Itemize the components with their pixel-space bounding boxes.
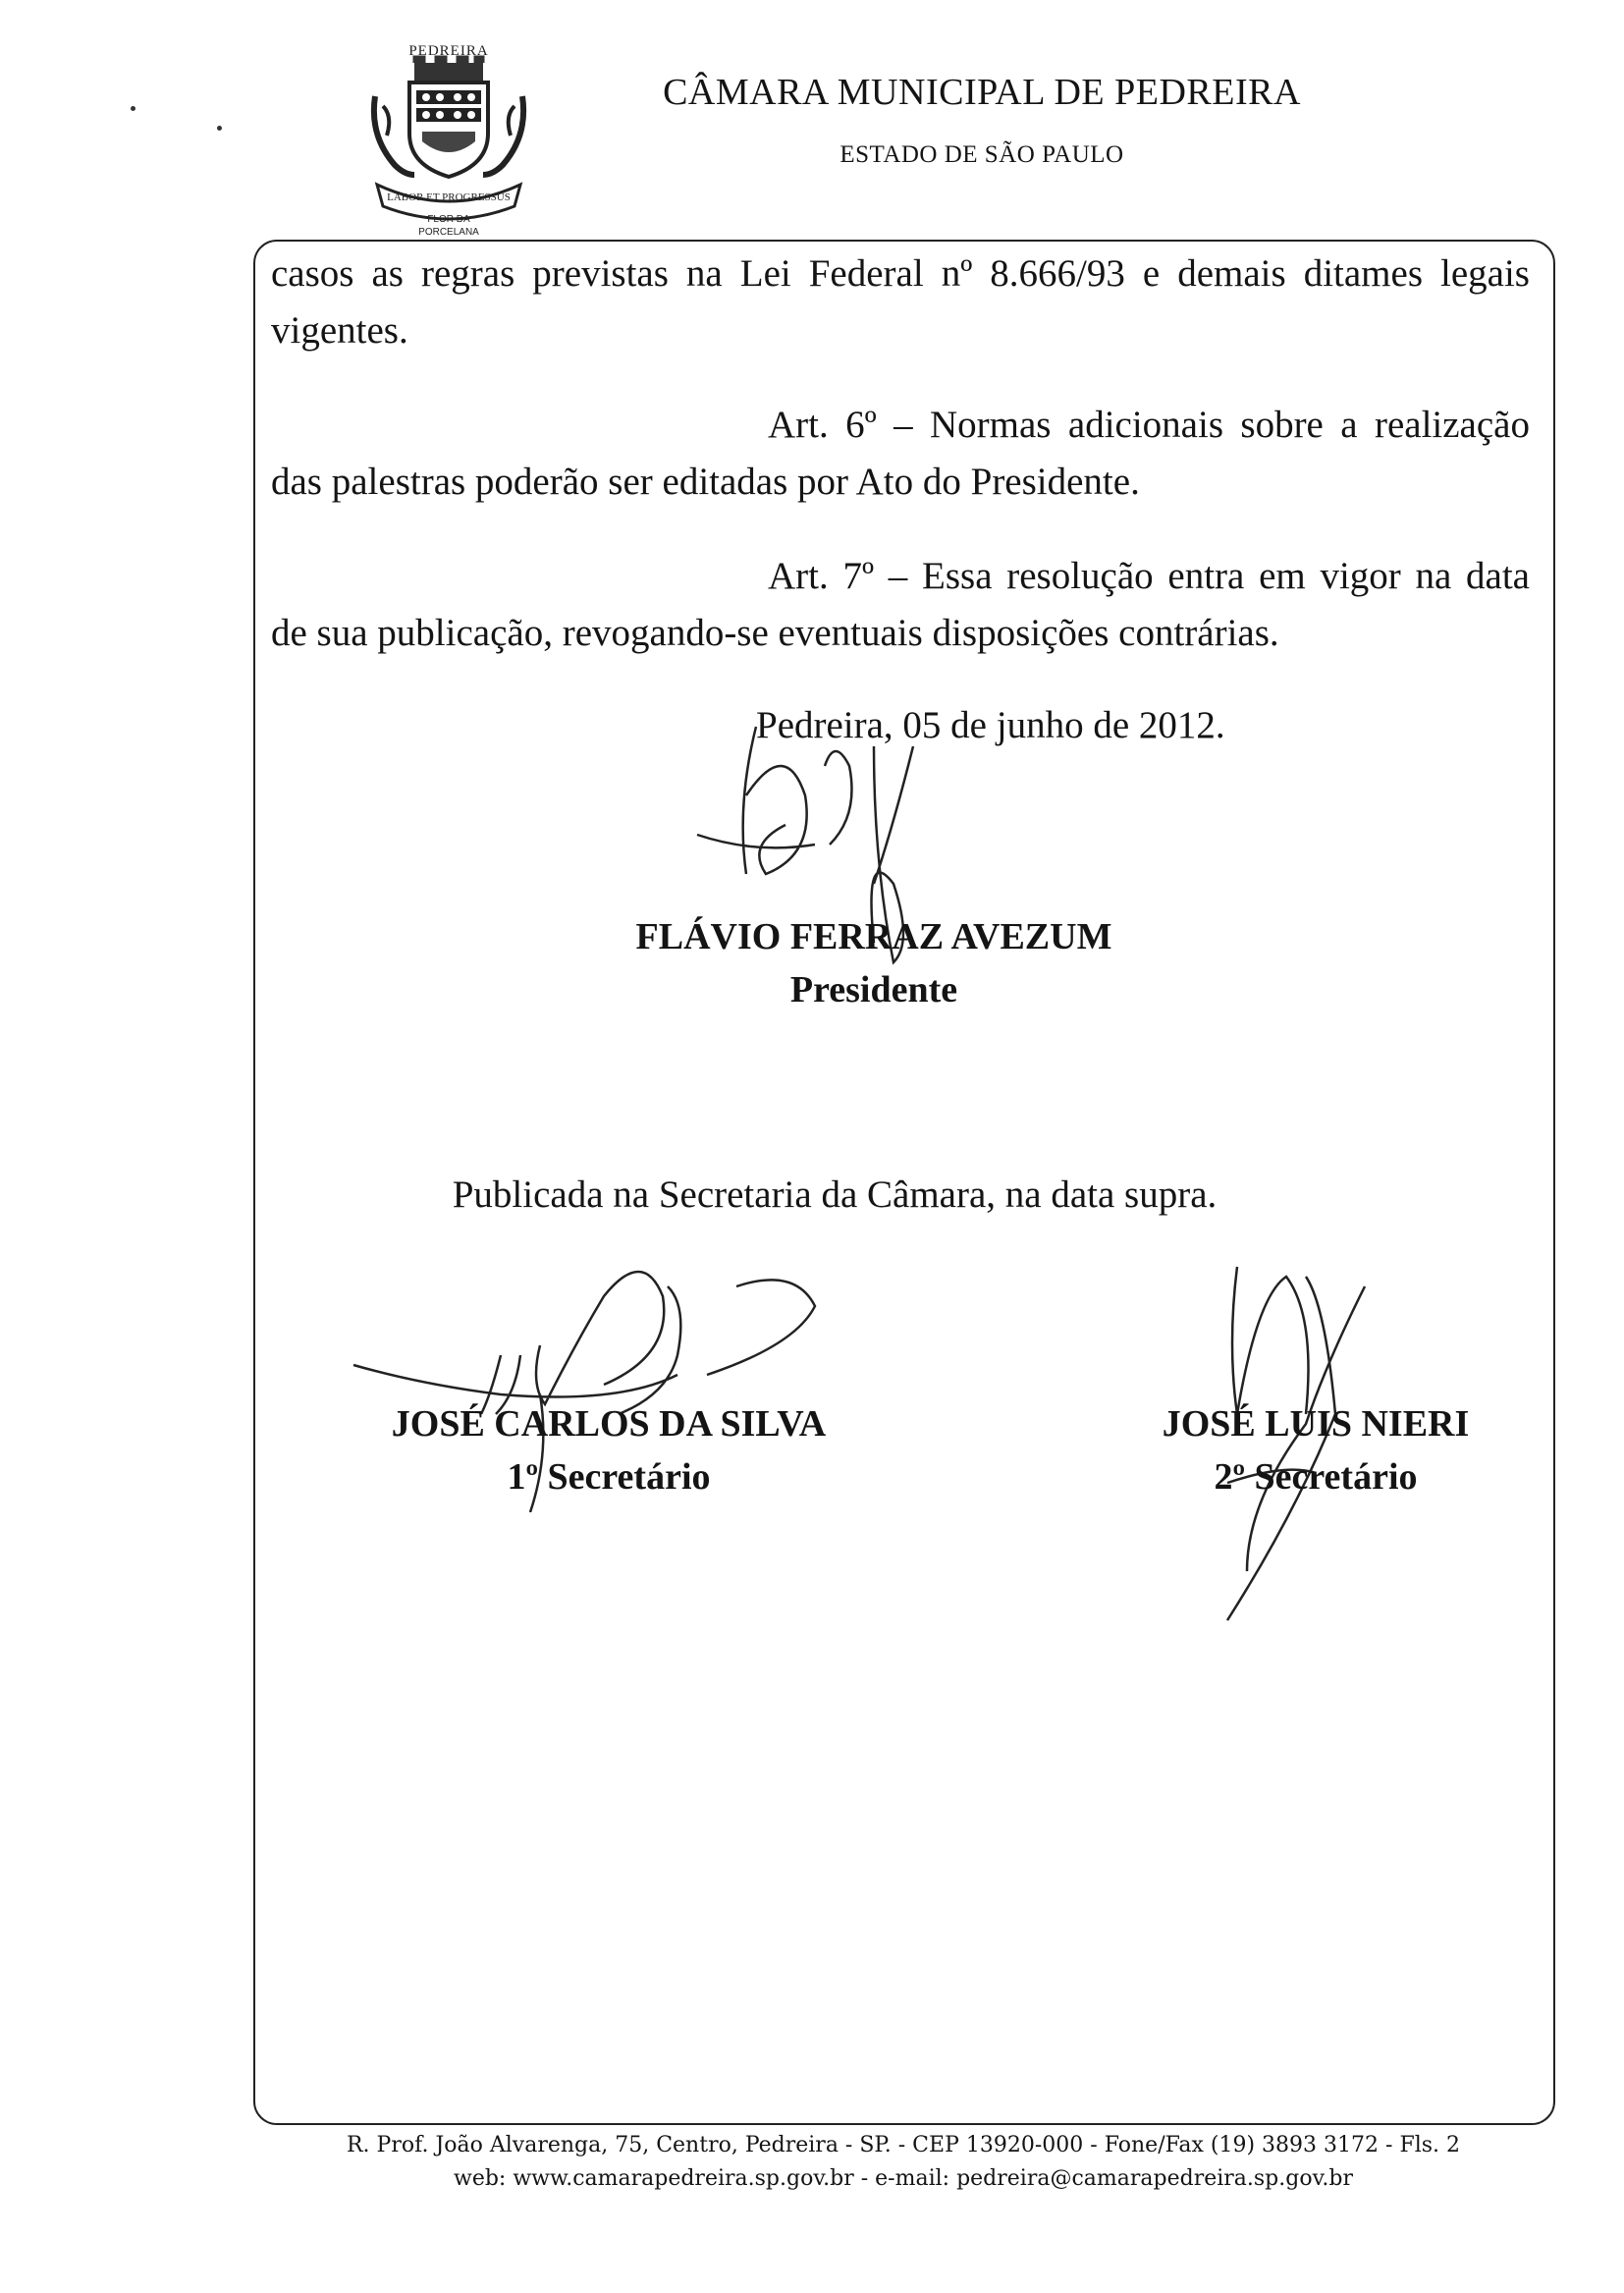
municipal-crest-logo (365, 37, 532, 242)
svg-text:LABOR ET PROGRESSUS: LABOR ET PROGRESSUS (387, 191, 511, 203)
scan-speck (217, 126, 222, 131)
first-secretary-name: JOSÉ CARLOS DA SILVA (391, 1403, 827, 1445)
article-6-paragraph: Art. 6º – Normas adicionais sobre a realização das palestras poderão ser editadas por Ato do Presidente. (271, 404, 1530, 503)
article-7-paragraph: Art. 7º – Essa resolução entra em vigor na data de sua publicação, revogando-se eventuais disposições contrárias. (271, 555, 1530, 654)
publication-note: Publicada na Secretaria da Câmara, na data supra. (452, 1174, 1218, 1216)
chamber-title: CÂMARA MUNICIPAL DE PEDREIRA (663, 72, 1301, 113)
footer-address: R. Prof. João Alvarenga, 75, Centro, Pedreira - SP. - CEP 13920-000 - Fone/Fax (19) 3893 3172 - Fls. 2 (346, 2133, 1461, 2157)
president-name: FLÁVIO FERRAZ AVEZUM (635, 916, 1112, 957)
first-secretary-role: 1º Secretário (507, 1456, 711, 1498)
date-line: Pedreira, 05 de junho de 2012. (756, 704, 1225, 746)
scan-speck (131, 106, 135, 111)
svg-text:PORCELANA: PORCELANA (418, 227, 479, 238)
president-role: Presidente (789, 969, 958, 1010)
second-secretary-role: 2º Secretário (1214, 1456, 1418, 1498)
footer-web-email: web: www.camarapedreira.sp.gov.br - e-mail: pedreira@camarapedreira.sp.gov.br (453, 2166, 1353, 2191)
state-subtitle: ESTADO DE SÃO PAULO (839, 141, 1124, 168)
svg-text:PEDREIRA: PEDREIRA (408, 43, 489, 59)
second-secretary-name: JOSÉ LUIS NIERI (1162, 1403, 1470, 1445)
svg-text:FLOR DA: FLOR DA (427, 214, 470, 225)
paragraph-continuation: casos as regras previstas na Lei Federal nº 8.666/93 e demais ditames legais vigentes. (271, 252, 1530, 352)
